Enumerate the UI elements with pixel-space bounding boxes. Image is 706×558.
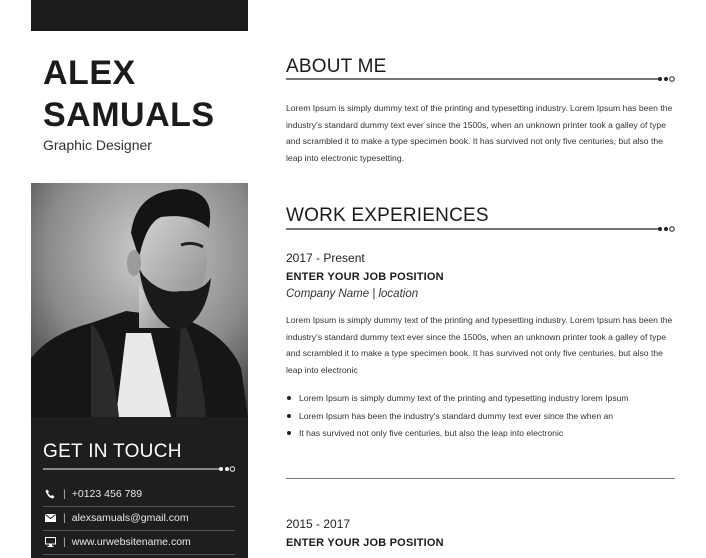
job-title: Graphic Designer (43, 137, 152, 153)
phone-icon (43, 489, 57, 499)
contact-panel (31, 417, 248, 558)
contact-email (43, 506, 235, 531)
work-title: WORK EXPERIENCES (286, 205, 489, 226)
profile-photo (31, 183, 248, 417)
job-1-bullets (286, 390, 686, 443)
job-divider (286, 478, 675, 479)
job-1-position: ENTER YOUR JOB POSITION (286, 271, 444, 283)
work-divider (286, 225, 675, 233)
list-item: Lorem Ipsum is simply dummy text of the printing and typesetting industry lorem Ipsum (286, 390, 686, 408)
job-1-date: 2017 - Present (286, 251, 365, 265)
job-1-description: Lorem Ipsum is simply dummy text of the printing and typesetting industry. Lorem Ipsum has been the industry's standard dummy text ever since the 1500s, when an unknown printer took a galley of type and scrambled it to make a type specimen book. It has survived not only five centuries, but also the leap into electronic (286, 315, 673, 375)
phone-number: +0123 456 789 (71, 488, 143, 500)
list-item: Lorem Ipsum has been the industry's standard dummy text ever since the when an (286, 408, 686, 426)
job-1-company: Company Name | location (286, 288, 419, 300)
about-divider (286, 75, 675, 83)
contact-website (43, 530, 235, 555)
about-text: Lorem Ipsum is simply dummy text of the printing and typesetting industry. Lorem Ipsum has been the industry's standard dummy text ever since the 1500s, when an unknown printer took a galley of type and scrambled it to make a type specimen book. It has survived not only five centuries, but also the leap into electronic typesetting. (286, 103, 673, 163)
email-icon (43, 514, 57, 522)
contact-title: GET IN TOUCH (43, 441, 182, 462)
monitor-icon (43, 537, 57, 547)
list-item: It has survived not only five centuries, but also the leap into electronic (286, 425, 686, 443)
job-2-date: 2015 - 2017 (286, 517, 351, 531)
last-name: SAMUALS (43, 96, 215, 134)
email-address[interactable]: alexsamuals@gmail.com (71, 512, 189, 524)
contact-separator: | (63, 488, 66, 500)
contact-separator: | (63, 536, 66, 548)
top-accent-bar (31, 0, 248, 31)
contact-divider (43, 465, 235, 473)
first-name: ALEX (43, 54, 136, 92)
contact-phone (43, 482, 235, 507)
contact-separator: | (63, 512, 66, 524)
website-url[interactable]: www.urwebsitename.com (71, 536, 191, 548)
name-heading (43, 52, 215, 136)
job-2-position: ENTER YOUR JOB POSITION (286, 537, 444, 549)
about-title: ABOUT ME (286, 56, 387, 77)
